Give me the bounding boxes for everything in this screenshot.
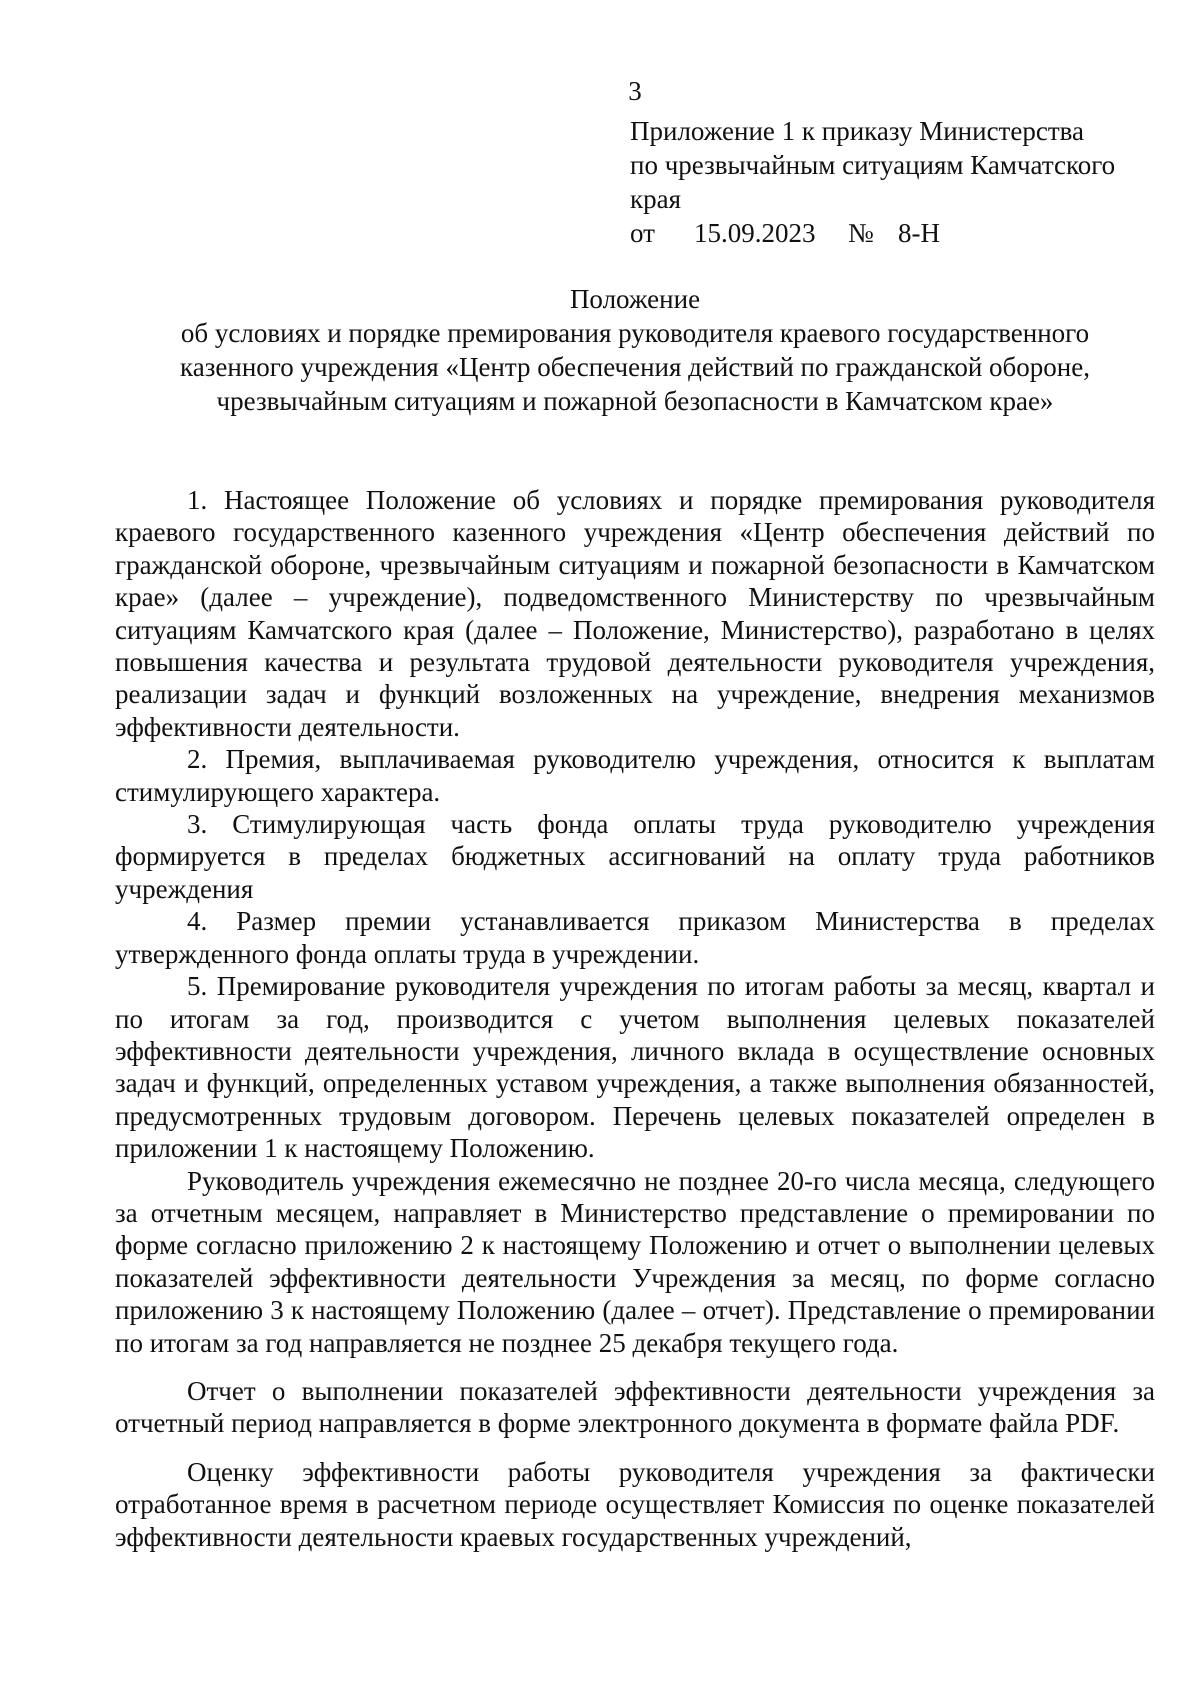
annex-number-sign: №: [848, 218, 874, 248]
title-line: чрезвычайным ситуациям и пожарной безопасности в Камчатском крае»: [216, 386, 1054, 416]
annex-line: по чрезвычайным ситуациям Камчатского: [630, 150, 1116, 180]
paragraph-6: Руководитель учреждения ежемесячно не позднее 20-го числа месяца, следующего за отчетным месяцем, направляет в Министерство представление о премировании по форме согласно приложению 2 к настоящему Положению и отчет о выполнении целевых показателей эффективности деятельности Учреждения за месяц, по форме согласно приложению 3 к настоящему Положению (далее – отчет). Представление о премировании по итогам за год направляется не позднее 25 декабря текущего года.: [115, 1165, 1155, 1358]
annex-line: края: [630, 184, 682, 214]
page-number: 3: [628, 76, 642, 106]
paragraph-7: Отчет о выполнении показателей эффективности деятельности учреждения за отчетный период направляется в форме электронного документа в формате файла PDF.: [115, 1375, 1155, 1439]
annex-date-prefix: от: [630, 218, 655, 248]
paragraph-2: 2. Премия, выплачиваемая руководителю учреждения, относится к выплатам стимулирующего характера.: [115, 744, 1155, 807]
annex-date-row: [630, 216, 1150, 250]
annex-block: [630, 114, 1150, 250]
title-line: казенного учреждения «Центр обеспечения действий по гражданской обороне,: [180, 352, 1090, 382]
paragraph-3: 3. Стимулирующая часть фонда оплаты труда руководителю учреждения формируется в пределах бюджетных ассигнований на оплату труда работников учреждения: [115, 809, 1155, 904]
document-title: [115, 282, 1155, 418]
annex-line: Приложение 1 к приказу Министерства: [630, 116, 1085, 146]
paragraph-5: 5. Премирование руководителя учреждения по итогам работы за месяц, квартал и по итогам за год, производится с учетом выполнения целевых показателей эффективности деятельности учреждения, личного вклада в осуществление основных задач и функций, определенных уставом учреждения, а также выполнения обязанностей, предусмотренных трудовым договором. Перечень целевых показателей определен в приложении 1 к настоящему Положению.: [115, 971, 1155, 1164]
paragraph-8: Оценку эффективности работы руководителя учреждения за фактически отработанное время в расчетном периоде осуществляет Комиссия по оценке показателей эффективности деятельности краевых государственных учреждений,: [115, 1456, 1155, 1552]
document-body: [115, 484, 1155, 1553]
annex-date: 15.09.2023: [694, 218, 816, 248]
title-line: об условиях и порядке премирования руководителя краевого государственного: [180, 318, 1090, 348]
paragraph-1: 1. Настоящее Положение об условиях и порядке премирования руководителя краевого государственного казенного учреждения «Центр обеспечения действий по гражданской обороне, чрезвычайным ситуациям и пожарной безопасности в Камчатском крае» (далее – учреждение), подведомственного Министерству по чрезвычайным ситуациям Камчатского края (далее – Положение, Министерство), разработано в целях повышения качества и результата трудовой деятельности руководителя учреждения, реализации задач и функций возложенных на учреждение, внедрения механизмов эффективности деятельности.: [115, 485, 1155, 742]
paragraph-4: 4. Размер премии устанавливается приказом Министерства в пределах утвержденного фонда оплаты труда в учреждении.: [115, 906, 1155, 969]
annex-number: 8-Н: [898, 218, 940, 248]
title-heading: Положение: [569, 284, 701, 314]
